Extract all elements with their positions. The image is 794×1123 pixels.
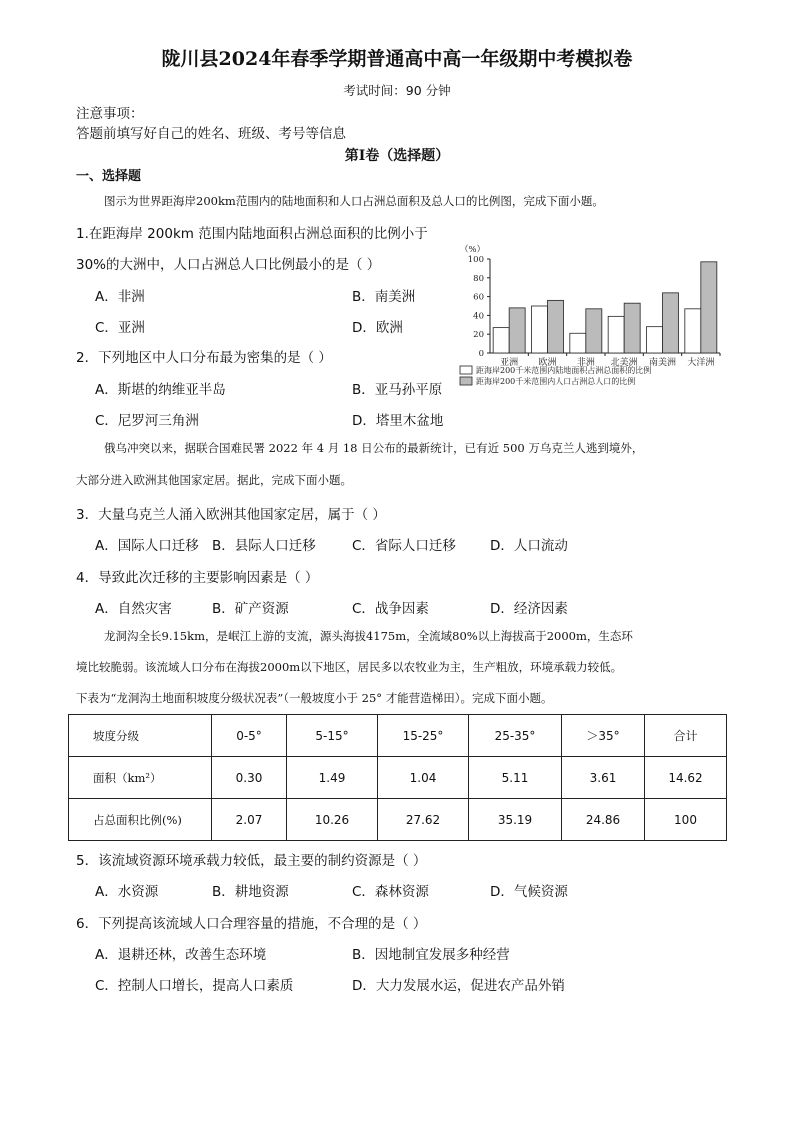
section-title: 一、选择题 [76, 169, 142, 184]
bar-land-area-0 [493, 328, 509, 353]
bar-land-area-4 [647, 327, 663, 353]
q4-option-c[interactable]: C．战争因素 [352, 601, 429, 617]
y-axis-unit-label: （%） [460, 245, 486, 255]
q5-option-c[interactable]: C．森林资源 [352, 884, 429, 900]
bar-population-5 [701, 262, 717, 353]
x-category-label: 南美洲 [648, 358, 677, 368]
table-header-cell: 合计 [645, 715, 727, 757]
table-header-cell: 坡度分级 [69, 715, 212, 757]
q1-option-c[interactable]: C．亚洲 [95, 320, 145, 336]
legend-label-0: 距海岸200千米范围内陆地面积占洲总面积的比例 [476, 366, 652, 375]
table-row [69, 757, 727, 799]
slope-grade-table [68, 714, 727, 841]
table-cell: 2.07 [212, 799, 287, 841]
q5-option-d[interactable]: D．气候资源 [490, 884, 568, 900]
notice-text: 答题前填写好自己的姓名、班级、考号等信息 [76, 126, 346, 142]
exam-title: 陇川县2024年春季学期普通高中高一年级期中考模拟卷 [161, 48, 633, 70]
q5-option-a[interactable]: A．水资源 [95, 884, 159, 900]
q3-option-c[interactable]: C．省际人口迁移 [352, 538, 456, 554]
intro-3-line1: 龙洞沟全长9.15km，是岷江上游的支流，源头海拔4175m，全流域80%以上海拔高于2000m，生态环 [104, 629, 633, 643]
part-title: 第Ⅰ卷（选择题） [344, 148, 450, 164]
bar-land-area-1 [532, 306, 548, 353]
q6-option-a[interactable]: A．退耕还林，改善生态环境 [95, 947, 267, 963]
bar-population-1 [548, 300, 564, 353]
q3-option-a[interactable]: A．国际人口迁移 [95, 538, 199, 554]
q4-stem: 4．导致此次迁移的主要影响因素是（ ） [76, 570, 319, 586]
table-cell: 0.30 [212, 757, 287, 799]
q5-stem: 5．该流域资源环境承载力较低，最主要的制约资源是（ ） [76, 853, 427, 869]
q1-option-b[interactable]: B．南美洲 [352, 289, 416, 305]
table-header-cell: ＞35° [562, 715, 645, 757]
x-category-label: 北美洲 [610, 358, 638, 368]
table-cell: 24.86 [562, 799, 645, 841]
q6-option-b[interactable]: B．因地制宜发展多种经营 [352, 947, 510, 963]
y-tick-label: 40 [473, 311, 484, 322]
bar-population-0 [509, 308, 525, 353]
q4-option-d[interactable]: D．经济因素 [490, 601, 568, 617]
q2-option-d[interactable]: D．塔里木盆地 [352, 413, 444, 429]
q2-stem: 2．下列地区中人口分布最为密集的是（ ） [76, 350, 332, 366]
x-category-label: 欧洲 [538, 358, 557, 368]
table-cell: 10.26 [287, 799, 378, 841]
y-tick-label: 0 [478, 349, 484, 359]
bar-land-area-2 [570, 333, 586, 353]
q6-stem: 6．下列提高该流域人口合理容量的措施，不合理的是（ ） [76, 916, 427, 932]
q2-option-c[interactable]: C．尼罗河三角洲 [95, 413, 199, 429]
intro-3-line2: 境比较脆弱。该流域人口分布在海拔2000m以下地区，居民多以农牧业为主，生产粗放，环境承载力较低。 [76, 660, 623, 674]
coastal-population-bar-chart [448, 240, 723, 400]
table-cell: 14.62 [645, 757, 727, 799]
q2-option-b[interactable]: B．亚马孙平原 [352, 382, 443, 398]
table-cell: 1.49 [287, 757, 378, 799]
table-row [69, 799, 727, 841]
table-header-row [69, 715, 727, 757]
table-cell: 占总面积比例(%) [69, 799, 212, 841]
table-cell: 100 [645, 799, 727, 841]
bar-population-3 [624, 303, 640, 353]
table-cell: 35.19 [469, 799, 562, 841]
table-header-cell: 25-35° [469, 715, 562, 757]
q6-option-d[interactable]: D．大力发展水运，促进农产品外销 [352, 978, 565, 994]
y-tick-label: 80 [473, 273, 484, 284]
q2-option-a[interactable]: A．斯堪的纳维亚半岛 [95, 382, 226, 398]
q1-option-d[interactable]: D．欧洲 [352, 320, 403, 336]
legend-label-1: 距海岸200千米范围内人口占洲总人口的比例 [476, 377, 636, 386]
q1-stem-line1: 1.在距海岸 200km 范围内陆地面积占洲总面积的比例小于 [76, 226, 428, 242]
x-category-label: 亚洲 [500, 358, 519, 368]
y-tick-label: 20 [473, 330, 484, 341]
bar-land-area-5 [685, 309, 701, 353]
table-header-cell: 5-15° [287, 715, 378, 757]
table-cell: 5.11 [469, 757, 562, 799]
exam-time: 考试时间：90 分钟 [343, 83, 451, 98]
table-cell: 27.62 [378, 799, 469, 841]
table-header-cell: 0-5° [212, 715, 287, 757]
notice-label: 注意事项： [76, 106, 144, 122]
x-category-label: 大洋洲 [687, 358, 715, 368]
table-cell: 1.04 [378, 757, 469, 799]
intro-2-line2: 大部分进入欧洲其他国家定居。据此，完成下面小题。 [76, 473, 352, 487]
q3-stem: 3．大量乌克兰人涌入欧洲其他国家定居，属于（ ） [76, 507, 386, 523]
q4-option-a[interactable]: A．自然灾害 [95, 601, 172, 617]
table-cell: 面积（km²） [69, 757, 212, 799]
legend-swatch-1 [460, 377, 472, 385]
y-tick-label: 60 [473, 292, 484, 303]
q1-stem-line2: 30%的大洲中，人口占洲总人口比例最小的是（ ） [76, 257, 381, 273]
q3-option-d[interactable]: D．人口流动 [490, 538, 568, 554]
legend-swatch-0 [460, 366, 472, 374]
q6-option-c[interactable]: C．控制人口增长，提高人口素质 [95, 978, 294, 994]
table-cell: 3.61 [562, 757, 645, 799]
bar-population-4 [663, 293, 679, 353]
table-header-cell: 15-25° [378, 715, 469, 757]
intro-3-line3: 下表为“龙洞沟土地面积坡度分级状况表”（一般坡度小于 25° 才能营造梯田）。完成下面小题。 [76, 691, 553, 705]
intro-2-line1: 俄乌冲突以来，据联合国难民署 2022 年 4 月 18 日公布的最新统计，已有近 500 万乌克兰人逃到境外， [104, 441, 644, 455]
intro-1: 图示为世界距海岸200km范围内的陆地面积和人口占洲总面积及总人口的比例图，完成下面小题。 [104, 194, 604, 208]
y-tick-label: 100 [467, 255, 484, 265]
x-category-label: 非洲 [576, 358, 595, 368]
q1-option-a[interactable]: A．非洲 [95, 289, 145, 305]
q5-option-b[interactable]: B．耕地资源 [212, 884, 289, 900]
q4-option-b[interactable]: B．矿产资源 [212, 601, 289, 617]
q3-option-b[interactable]: B．县际人口迁移 [212, 538, 316, 554]
bar-population-2 [586, 309, 602, 353]
bar-land-area-3 [608, 316, 624, 353]
